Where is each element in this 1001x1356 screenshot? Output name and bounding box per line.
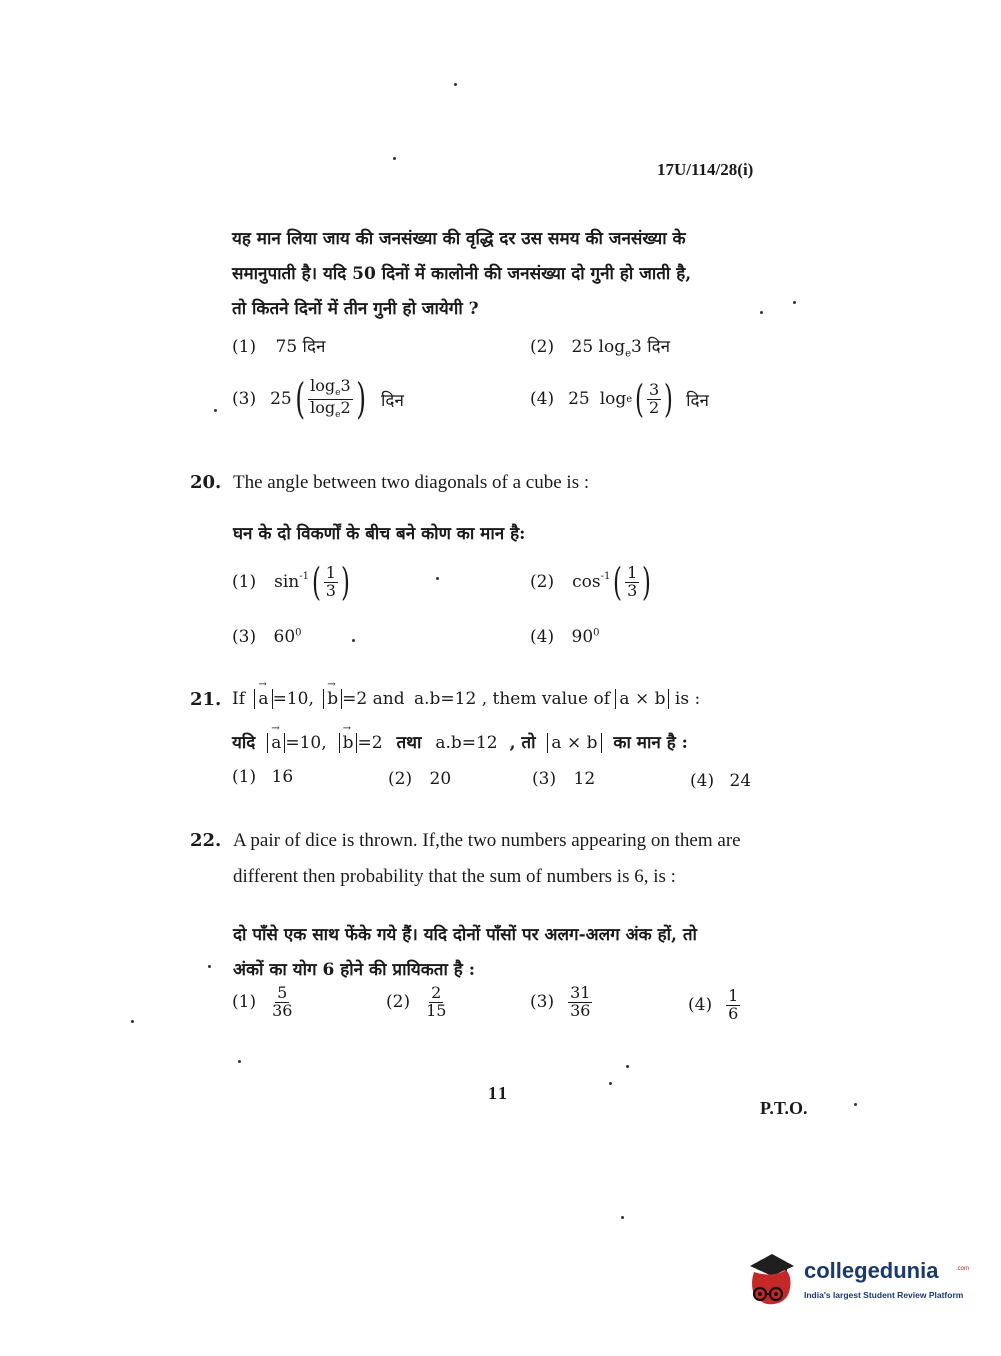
option-text: 20	[429, 769, 452, 789]
fraction	[726, 988, 740, 1023]
q19-option-3	[232, 374, 404, 424]
cross-product: a × b	[547, 733, 601, 753]
numerator: 31	[570, 983, 591, 1002]
left-paren: (	[635, 377, 645, 421]
option-label: (3)	[232, 389, 257, 410]
fraction	[324, 562, 338, 600]
scan-speck	[352, 639, 355, 642]
numerator: 1	[728, 986, 739, 1005]
scan-speck	[131, 1020, 134, 1023]
numerator: 3	[649, 379, 660, 399]
coefficient: 25	[270, 389, 292, 410]
scan-speck	[854, 1103, 857, 1106]
q20-hindi: घन के दो विकर्णों के बीच बने कोण का मान है:	[233, 524, 526, 544]
q20-option-4	[530, 627, 600, 647]
q21-hindi	[232, 730, 688, 753]
denominator: 36	[272, 1000, 293, 1020]
b-value: =2	[357, 733, 383, 753]
fraction	[568, 985, 592, 1020]
pto-label: P.T.O.	[760, 1098, 808, 1118]
is-text: is :	[674, 689, 701, 709]
tail-text: का मान है :	[613, 733, 688, 753]
option-label: (3)	[532, 769, 557, 789]
left-paren: (	[613, 560, 623, 604]
log-base: e	[625, 348, 632, 360]
function: sin	[274, 572, 300, 592]
scan-speck	[621, 1216, 624, 1219]
option-label: (1)	[232, 337, 257, 357]
option-label: (4)	[530, 627, 555, 647]
superscript: -1	[600, 571, 611, 582]
cross-product: a × b	[615, 689, 669, 709]
denominator: 3	[325, 580, 336, 600]
unit: दिन	[686, 390, 709, 411]
q21-option-4	[690, 771, 751, 791]
option-label: (4)	[690, 771, 715, 791]
dot-value: =12	[461, 733, 498, 753]
abs-a	[254, 689, 272, 709]
denominator: 36	[570, 1000, 591, 1020]
scan-speck	[214, 409, 217, 412]
dot-product: a.b	[413, 689, 441, 709]
num-log: log	[310, 376, 336, 395]
q20-option-2	[530, 560, 654, 604]
den-log: log	[310, 397, 336, 417]
scan-speck	[626, 1065, 629, 1068]
question-number: 21.	[190, 689, 222, 710]
scan-speck	[454, 83, 457, 86]
fraction	[647, 379, 661, 417]
fraction	[625, 562, 639, 600]
logo-tagline: India's largest Student Review Platform	[804, 1290, 964, 1300]
page-number: 11	[488, 1083, 510, 1103]
option-text: 24	[729, 771, 752, 791]
b-value: =2 and	[342, 689, 405, 709]
function: cos	[572, 572, 601, 592]
option-text: 16	[271, 767, 294, 787]
dot-value: =12	[440, 689, 477, 709]
num-arg: 3	[340, 376, 351, 395]
a-value: =10,	[272, 689, 314, 709]
q19-option-4	[530, 377, 709, 421]
denominator: 6	[728, 1003, 739, 1023]
denominator: 15	[426, 1000, 447, 1020]
q19-hindi-line1: यह मान लिया जाय की जनसंख्या की वृद्धि दर उस समय की जनसंख्या के	[232, 229, 686, 249]
option-label: (4)	[688, 995, 713, 1016]
q20-option-3	[232, 627, 302, 647]
q21-option-3	[532, 769, 595, 789]
log-base: e	[626, 393, 633, 405]
scan-speck	[436, 577, 439, 580]
paper-code: 17U/114/28(i)	[657, 160, 754, 179]
vector-b: → b	[327, 689, 338, 709]
numerator: 1	[325, 562, 336, 582]
option-text: 25 log	[571, 337, 626, 357]
option-tail: 3 दिन	[631, 337, 671, 357]
q20-english: The angle between two diagonals of a cube is :	[233, 472, 590, 493]
q21-option-2	[388, 769, 451, 789]
right-paren: )	[664, 377, 674, 421]
superscript: -1	[299, 571, 309, 582]
q19-option-2	[530, 334, 670, 359]
q22-english-line1: A pair of dice is thrown. If,the two numbers appearing on them are	[233, 830, 741, 851]
vector-a: → a	[271, 733, 281, 753]
log-fraction	[308, 378, 353, 420]
right-paren: )	[642, 560, 652, 604]
word-if: If	[232, 689, 246, 709]
q19-hindi-line2: समानुपाती है। यदि 50 दिनों में कालोनी की जनसंख्या दो गुनी हो जाती है,	[232, 264, 692, 284]
q20-option-1	[232, 560, 353, 604]
vector-b: → b	[343, 733, 354, 753]
logo-com: .com	[956, 1266, 970, 1272]
numerator: 2	[431, 983, 442, 1002]
left-paren: (	[311, 560, 321, 604]
scan-speck	[793, 301, 796, 304]
word-if: यदि	[232, 733, 256, 753]
vector-a: → a	[258, 689, 268, 709]
scan-speck	[760, 311, 763, 314]
abs-a	[267, 733, 285, 753]
then-text: , them value of	[481, 689, 610, 709]
q22-option-3	[530, 985, 592, 1020]
option-label: (2)	[530, 337, 555, 357]
option-text: 75 दिन	[275, 337, 326, 357]
option-label: (3)	[232, 627, 257, 647]
right-paren: )	[340, 560, 350, 604]
scan-speck	[609, 1082, 612, 1085]
log-fn: log	[599, 389, 627, 409]
collegedunia-logo	[742, 1250, 970, 1310]
option-label: (2)	[530, 572, 555, 592]
numerator: 5	[277, 983, 288, 1002]
q22-hindi-line1: दो पाँसे एक साथ फेंके गये हैं। यदि दोनों पाँसों पर अलग-अलग अंक हों, तो	[233, 925, 697, 945]
den-base: e	[335, 409, 341, 420]
numerator: 1	[627, 562, 638, 582]
right-paren: )	[355, 374, 366, 424]
scan-speck	[208, 965, 211, 968]
q22-option-1	[232, 985, 294, 1020]
left-paren: (	[295, 374, 305, 424]
fraction	[270, 985, 294, 1020]
and-text: तथा	[396, 733, 422, 753]
option-label: (2)	[388, 769, 413, 789]
degree-sup: 0	[593, 627, 600, 639]
coefficient: 25	[568, 389, 590, 409]
scan-speck	[393, 157, 396, 160]
q21-english	[232, 689, 700, 709]
mascot-icon	[742, 1250, 802, 1310]
q19-hindi-line3: तो कितने दिनों में तीन गुनी हो जायेगी ?	[232, 299, 479, 319]
unit: दिन	[381, 390, 404, 411]
abs-b	[323, 689, 342, 709]
q22-option-2	[386, 985, 448, 1020]
fraction	[424, 985, 448, 1020]
den-arg: 2	[340, 397, 351, 417]
q22-english-line2: different then probability that the sum of numbers is 6, is :	[233, 866, 676, 887]
denominator: 3	[627, 580, 638, 600]
scan-speck	[238, 1060, 241, 1063]
abs-b	[339, 733, 358, 753]
option-text: 90	[571, 627, 594, 647]
q19-option-1	[232, 334, 325, 357]
option-label: (1)	[232, 767, 257, 787]
option-label: (1)	[232, 572, 257, 592]
option-text: 60	[273, 627, 296, 647]
q22-hindi-line2: अंकों का योग 6 होने की प्रायिकता है :	[233, 960, 476, 980]
option-label: (4)	[530, 389, 555, 409]
question-number: 22.	[190, 830, 222, 851]
dot-product: a.b	[435, 733, 462, 753]
q21-option-1	[232, 767, 293, 787]
option-label: (3)	[530, 992, 555, 1013]
num-base: e	[335, 388, 341, 399]
a-value: =10,	[285, 733, 327, 753]
option-text: 12	[573, 769, 596, 789]
option-label: (1)	[232, 992, 257, 1013]
q22-option-4	[688, 988, 740, 1023]
logo-name: collegedunia	[804, 1258, 939, 1283]
denominator: 2	[649, 397, 660, 417]
option-label: (2)	[386, 992, 411, 1013]
then-text: , तो	[509, 733, 536, 753]
question-number: 20.	[190, 472, 222, 493]
degree-sup: 0	[295, 627, 302, 639]
